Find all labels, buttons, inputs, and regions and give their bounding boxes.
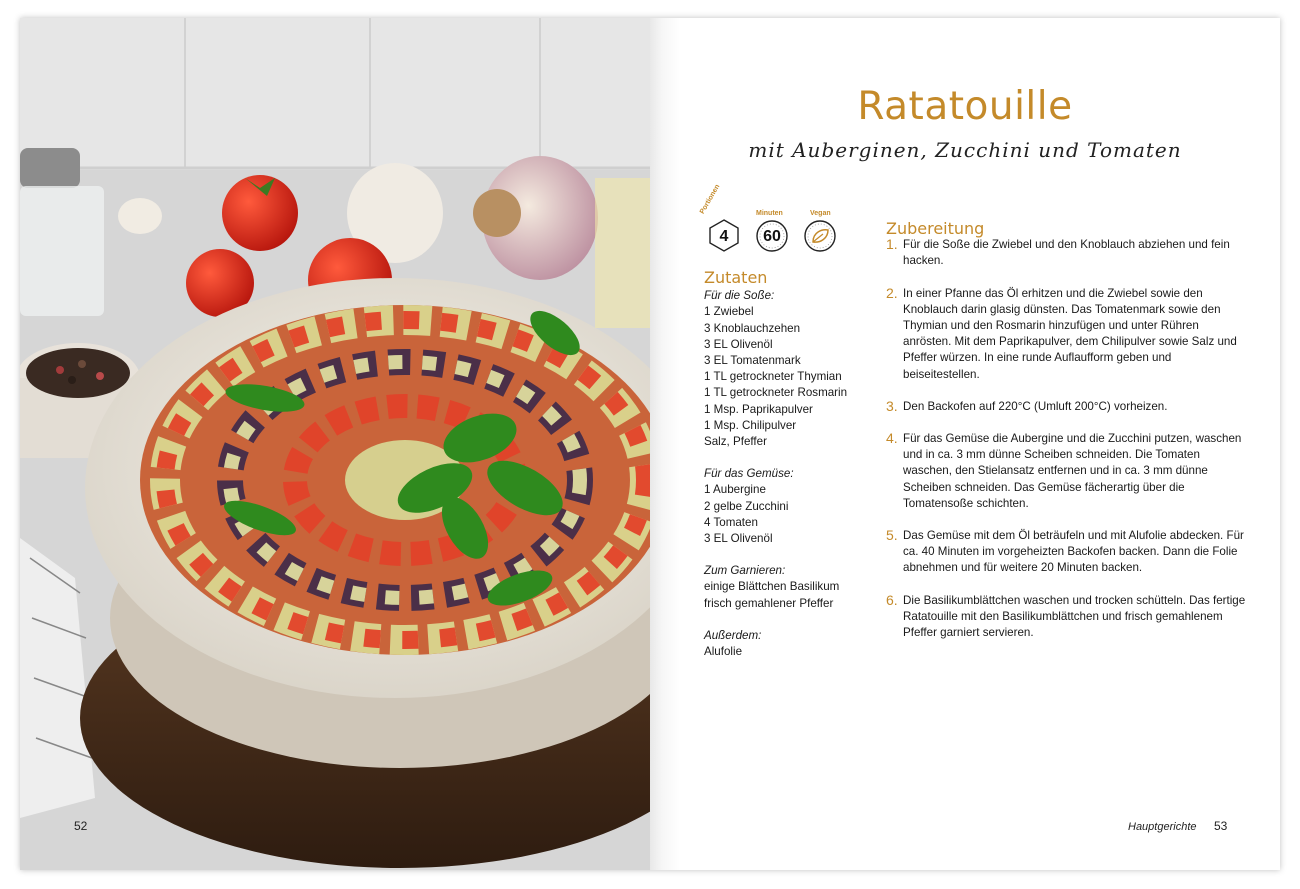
photo-illustration (20, 18, 650, 870)
ingredient-item: frisch gemahlener Pfeffer (704, 596, 834, 610)
ingredient-item: 3 EL Olivenöl (704, 532, 773, 546)
portions-badge (698, 183, 742, 252)
ingredient-item: 1 Msp. Chilipulver (704, 418, 797, 432)
page-number-left: 52 (74, 819, 88, 833)
recipe-page (650, 18, 1280, 870)
vegan-label: Vegan (810, 210, 831, 217)
step-number: 4. (886, 430, 898, 447)
step-text: Für die Soße die Zwiebel und den Knoblauch abziehen und fein hacken. (903, 238, 1230, 268)
ingredient-group-title: Zum Garnieren: (704, 564, 786, 578)
preparation-section (886, 221, 1246, 657)
ingredient-group-title: Für das Gemüse: (704, 467, 794, 481)
ratatouille-photo (20, 18, 650, 870)
minutes-label: Minuten (756, 210, 783, 217)
ingredient-item: 3 EL Olivenöl (704, 337, 773, 351)
ingredients-heading: Zutaten (704, 268, 768, 287)
step-text: Für das Gemüse die Aubergine und die Zucchini putzen, waschen und in ca. 3 mm dünne Scheiben schneiden. Die Tomaten waschen, den Stielansatz entfernen und in ca. 3 mm dünne Scheiben schneiden. Das Gemüse fächerartig über die Tomatensoße schichten. (903, 432, 1242, 510)
ingredient-item: einige Blättchen Basilikum (704, 580, 840, 594)
ingredient-group-title: Für die Soße: (704, 289, 775, 303)
step-number: 6. (886, 591, 898, 608)
ingredient-item: 4 Tomaten (704, 515, 758, 529)
section-footer-label: Hauptgerichte (1128, 821, 1197, 833)
ingredient-item: Alufolie (704, 645, 743, 659)
step-number: 1. (886, 236, 898, 253)
preparation-step (886, 286, 1246, 383)
ingredient-item: 3 Knoblauchzehen (704, 321, 801, 335)
preparation-step (886, 399, 1246, 415)
ingredient-group-title: Außerdem: (704, 628, 762, 642)
recipe-subtitle: mit Auberginen, Zucchini und Tomaten (748, 138, 1182, 162)
ingredient-item: 2 gelbe Zucchini (704, 499, 789, 513)
ingredient-item: 3 EL Tomatenmark (704, 354, 801, 368)
minutes-value: 60 (763, 228, 781, 245)
portions-label: Portionen (698, 183, 722, 216)
preparation-heading: Zubereitung (886, 219, 985, 238)
ingredients-section (704, 270, 874, 660)
preparation-step (886, 593, 1246, 642)
book-spread (20, 18, 1280, 870)
step-text: Das Gemüse mit dem Öl beträufeln und mit Alufolie abdecken. Für ca. 40 Minuten im vorgeheizten Backofen backen. Dann die Folie abnehmen und für weitere 20 Minuten backen. (903, 529, 1244, 575)
vegan-badge (802, 210, 838, 252)
recipe-title: Ratatouille (857, 84, 1073, 129)
ingredient-item: 1 Msp. Paprikapulver (704, 402, 813, 416)
step-number: 5. (886, 527, 898, 544)
step-number: 3. (886, 397, 898, 414)
step-text: Die Basilikumblättchen waschen und trocken schütteln. Das fertige Ratatouille mit den Basilikumblättchen und frisch gemahlenem Pfeffer garniert servieren. (903, 593, 1246, 640)
ingredient-item: Salz, Pfeffer (704, 435, 767, 449)
minutes-badge (754, 210, 790, 252)
preparation-step (886, 528, 1246, 577)
step-text: In einer Pfanne das Öl erhitzen und die Zwiebel sowie den Knoblauch darin glasig dünsten. Das Tomatenmark sowie den Thymian und den Rosmarin hinzufügen und unter Rühren anrösten. Mit dem Paprikapulver, dem Chilipulver sowie Salz und Pfeffer würzen. In eine runde Auflaufform geben und beiseitestellen. (903, 286, 1237, 381)
step-number: 2. (886, 284, 898, 301)
portions-value: 4 (719, 228, 729, 245)
leaf-icon (802, 216, 838, 252)
ingredient-item: 1 Zwiebel (704, 305, 754, 319)
ingredient-item: 1 TL getrockneter Thymian (704, 370, 842, 384)
step-text: Den Backofen auf 220°C (Umluft 200°C) vorheizen. (903, 399, 1168, 413)
ingredient-item: 1 TL getrockneter Rosmarin (704, 386, 848, 400)
preparation-step (886, 237, 1246, 269)
recipe-badges (698, 183, 856, 256)
preparation-step (886, 431, 1246, 512)
page-number-right: 53 (1214, 819, 1228, 833)
ingredient-item: 1 Aubergine (704, 483, 766, 497)
